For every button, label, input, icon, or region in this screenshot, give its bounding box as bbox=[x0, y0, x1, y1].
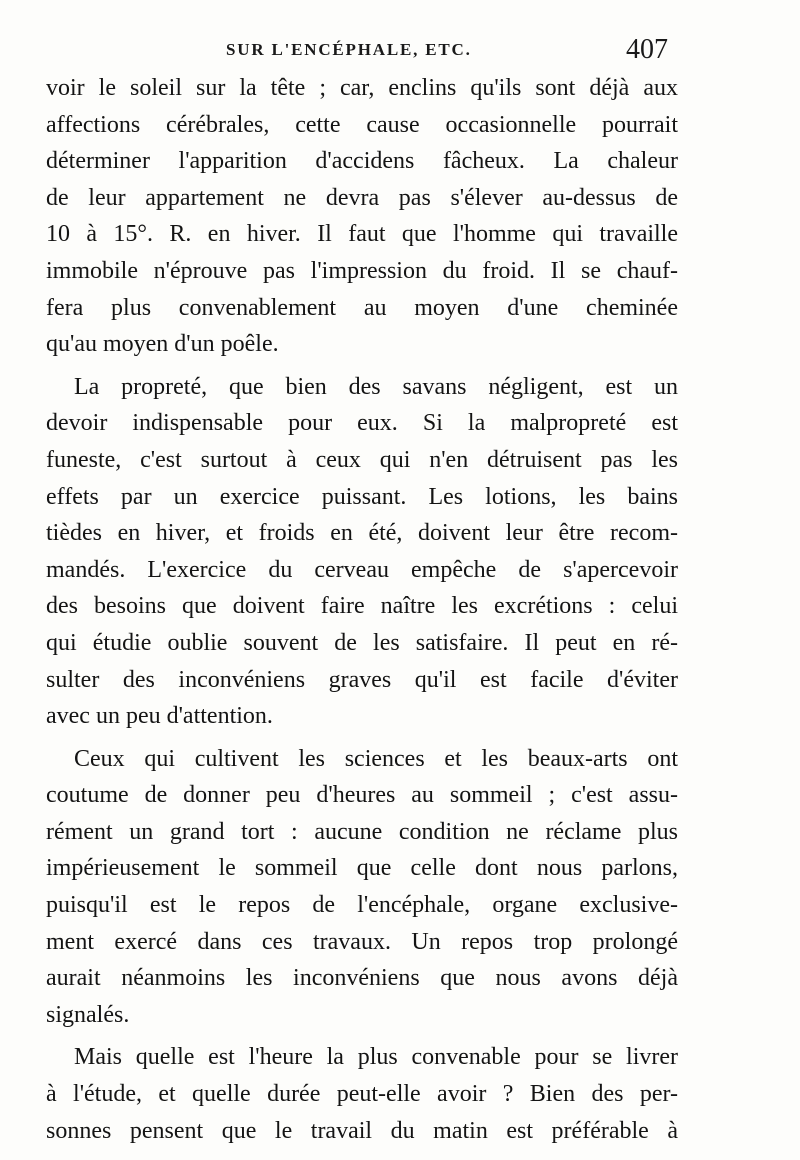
text-line: coutume de donner peu d'heures au sommeil ; c'est assu- bbox=[46, 782, 678, 809]
text-line: immobile n'éprouve pas l'impression du froid. Il se chauf- bbox=[46, 257, 678, 284]
text-line: sonnes pensent que le travail du matin est préférable à bbox=[46, 1117, 678, 1144]
text-line: voir le soleil sur la tête ; car, enclins qu'ils sont déjà aux bbox=[46, 75, 678, 101]
text-line: tièdes en hiver, et froids en été, doivent leur être recom- bbox=[46, 520, 678, 547]
page-number: 407 bbox=[626, 34, 668, 65]
running-title: SUR L'ENCÉPHALE, ETC. bbox=[226, 40, 472, 59]
text-line: impérieusement le sommeil que celle dont nous parlons, bbox=[46, 855, 678, 882]
text-line: devoir indispensable pour eux. Si la malpropreté est bbox=[46, 410, 678, 437]
text-line: de leur appartement ne devra pas s'élever au-dessus de bbox=[46, 184, 678, 211]
text-line: affections cérébrales, cette cause occasionnelle pourrait bbox=[46, 111, 678, 138]
running-head bbox=[0, 34, 800, 64]
body-text bbox=[46, 70, 678, 1155]
text-line: avec un peu d'attention. bbox=[46, 703, 273, 730]
text-line: funeste, c'est surtout à ceux qui n'en détruisent pas les bbox=[46, 446, 678, 473]
text-line: puisqu'il est le repos de l'encéphale, organe exclusive- bbox=[46, 892, 678, 919]
paragraph bbox=[46, 70, 678, 363]
text-line: des besoins que doivent faire naître les excrétions : celui bbox=[46, 593, 678, 620]
text-line: qu'au moyen d'un poêle. bbox=[46, 331, 279, 358]
text-line: ment exercé dans ces travaux. Un repos trop prolongé bbox=[46, 928, 678, 955]
text-line: rément un grand tort : aucune condition ne réclame plus bbox=[46, 818, 678, 845]
text-line: Mais quelle est l'heure la plus convenable pour se livrer bbox=[74, 1044, 678, 1071]
text-line: La propreté, que bien des savans négligent, est un bbox=[74, 373, 678, 400]
text-line: qui étudie oublie souvent de les satisfaire. Il peut en ré- bbox=[46, 629, 678, 656]
text-line: aurait néanmoins les inconvéniens que nous avons déjà bbox=[46, 965, 678, 992]
text-line: fera plus convenablement au moyen d'une cheminée bbox=[46, 294, 678, 321]
text-line: à l'étude, et quelle durée peut-elle avoir ? Bien des per- bbox=[46, 1081, 678, 1108]
text-line: 10 à 15°. R. en hiver. Il faut que l'homme qui travaille bbox=[46, 221, 678, 248]
text-line: mandés. L'exercice du cerveau empêche de s'apercevoir bbox=[46, 556, 678, 583]
text-line: effets par un exercice puissant. Les lotions, les bains bbox=[46, 483, 678, 510]
text-line: sulter des inconvéniens graves qu'il est facile d'éviter bbox=[46, 666, 678, 693]
text-line: signalés. bbox=[46, 1001, 130, 1028]
text-line: déterminer l'apparition d'accidens fâcheux. La chaleur bbox=[46, 148, 678, 175]
text-line: Ceux qui cultivent les sciences et les beaux-arts ont bbox=[74, 745, 678, 772]
paragraph bbox=[46, 1039, 678, 1149]
paragraph bbox=[46, 741, 678, 1034]
paragraph bbox=[46, 369, 678, 735]
